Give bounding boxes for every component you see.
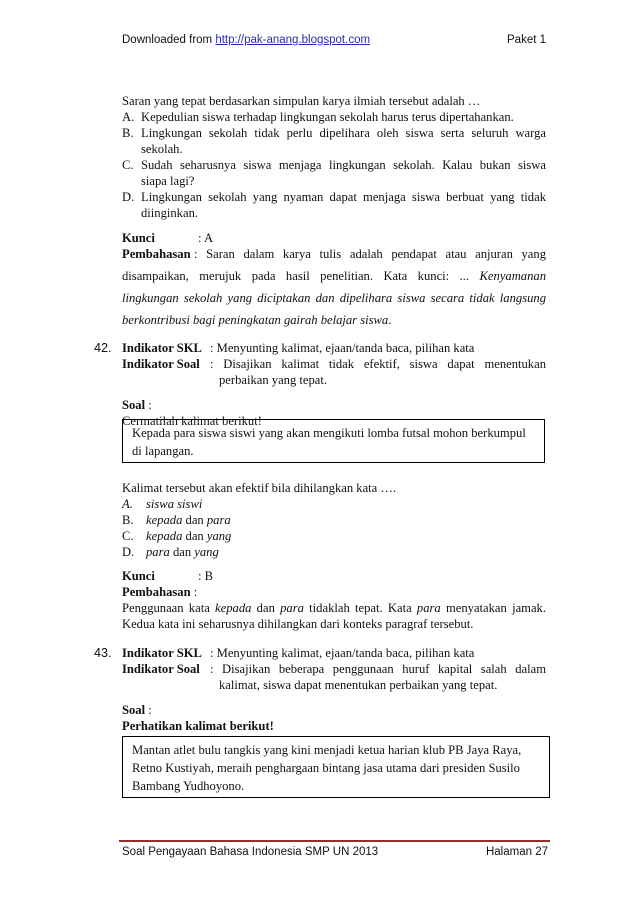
pembahasan-text: tidaklah tepat. Kata bbox=[303, 601, 417, 615]
header-prefix: Downloaded from bbox=[122, 34, 216, 46]
option-connector: dan bbox=[169, 545, 195, 559]
pembahasan-word: kepada bbox=[215, 601, 252, 615]
sentence-box bbox=[122, 419, 545, 463]
indikator-skl-value: : Menyunting kalimat, ejaan/tanda baca, pilihan kata bbox=[210, 341, 475, 355]
option-b-letter: B. bbox=[122, 513, 134, 527]
option-d-letter: D. bbox=[122, 545, 135, 559]
question-stem: Kalimat tersebut akan efektif bila dihilangkan kata …. bbox=[122, 481, 397, 495]
option-c-text-cont: siapa lagi? bbox=[141, 174, 195, 188]
footer-divider bbox=[119, 840, 550, 842]
soal-heading bbox=[122, 702, 152, 718]
page-header-source bbox=[122, 34, 370, 46]
option-c-text: Sudah seharusnya siswa menjaga lingkungan sekolah. Kalau bukan siswa bbox=[141, 158, 546, 172]
option-b-text bbox=[146, 512, 231, 528]
option-b-letter: B. bbox=[122, 126, 134, 140]
option-a-text: Kepedulian siswa terhadap lingkungan sekolah harus terus dipertahankan. bbox=[141, 110, 514, 124]
pembahasan-word: para bbox=[416, 601, 441, 615]
footer-page-number: Halaman 27 bbox=[485, 846, 548, 858]
source-link[interactable]: http://pak-anang.blogspot.com bbox=[215, 34, 371, 46]
option-connector: dan bbox=[182, 513, 207, 527]
pembahasan-line-1: : Saran dalam karya tulis adalah pendapat atau anjuran yang bbox=[194, 247, 546, 261]
pembahasan-line-1 bbox=[122, 600, 546, 616]
soal-label: Soal bbox=[122, 703, 146, 717]
option-word: yang bbox=[206, 529, 232, 543]
kunci-label: Kunci bbox=[122, 569, 155, 583]
pembahasan-text: menyatakan jamak. bbox=[440, 601, 546, 615]
box-line-3: Bambang Yudhoyono. bbox=[132, 779, 245, 793]
option-d-text-cont: diinginkan. bbox=[141, 206, 199, 220]
option-connector: dan bbox=[182, 529, 207, 543]
option-word: kepada bbox=[146, 529, 183, 543]
indikator-skl-value: : Menyunting kalimat, ejaan/tanda baca, pilihan kata bbox=[210, 646, 475, 660]
pembahasan-text: Penggunaan kata bbox=[122, 601, 216, 615]
option-word: yang bbox=[194, 545, 219, 559]
indikator-skl-label: Indikator SKL bbox=[122, 341, 202, 355]
kunci-label: Kunci bbox=[122, 231, 155, 245]
pembahasan-word: para bbox=[280, 601, 304, 615]
indikator-soal-value: : Disajikan beberapa penggunaan huruf kapital salah dalam bbox=[210, 662, 546, 676]
question-number: 42. bbox=[94, 341, 112, 355]
pembahasan-italic-end: berkontribusi bagi peningkatan gairah belajar siswa bbox=[122, 313, 389, 327]
header-paket: Paket 1 bbox=[507, 34, 546, 46]
option-c-letter: C. bbox=[122, 529, 134, 543]
footer-title: Soal Pengayaan Bahasa Indonesia SMP UN 2013 bbox=[122, 846, 379, 858]
option-d-text: Lingkungan sekolah yang nyaman dapat menjaga siswa berbuat yang tidak bbox=[141, 190, 546, 204]
box-line-2: Retno Kustiyah, meraih penghargaan bintang jasa utama dari presiden Susilo bbox=[132, 761, 520, 775]
option-word: para bbox=[206, 513, 231, 527]
soal-label: Soal bbox=[122, 398, 146, 412]
pembahasan-line-2 bbox=[122, 268, 546, 284]
option-a-letter: A. bbox=[122, 110, 135, 124]
soal-colon: : bbox=[148, 398, 152, 412]
kunci-value: : A bbox=[198, 231, 214, 245]
soal-colon: : bbox=[148, 703, 152, 717]
pembahasan-italic: Kenyamanan bbox=[479, 269, 546, 283]
box-line-1: Mantan atlet bulu tangkis yang kini menjadi ketua harian klub PB Jaya Raya, bbox=[132, 743, 522, 757]
question-stem: Saran yang tepat berdasarkan simpulan karya ilmiah tersebut adalah … bbox=[122, 94, 481, 108]
option-word: para bbox=[146, 545, 170, 559]
option-c-letter: C. bbox=[122, 158, 134, 172]
indikator-soal-value-cont: kalimat, siswa dapat menentukan perbaikan yang tepat. bbox=[219, 678, 498, 692]
option-word: kepada bbox=[146, 513, 183, 527]
option-b-text-cont: sekolah. bbox=[141, 142, 183, 156]
question-number: 43. bbox=[94, 646, 112, 660]
soal-instruction: Perhatikan kalimat berikut! bbox=[122, 719, 274, 733]
option-d-letter: D. bbox=[122, 190, 135, 204]
pembahasan-period: . bbox=[388, 313, 392, 327]
pembahasan-label: Pembahasan bbox=[122, 247, 191, 261]
option-a-text: siswa siswi bbox=[146, 497, 203, 511]
indikator-skl-label: Indikator SKL bbox=[122, 646, 202, 660]
pembahasan-text: disampaikan, merujuk pada hasil penelitian. Kata kunci: ... bbox=[122, 269, 480, 283]
pembahasan-line-4 bbox=[122, 312, 391, 328]
option-b-text: Lingkungan sekolah tidak perlu dipelihara oleh siswa serta seluruh warga bbox=[141, 126, 546, 140]
box-line-1: Kepada para siswa siswi yang akan mengikuti lomba futsal mohon berkumpul bbox=[132, 426, 526, 440]
kunci-value: : B bbox=[198, 569, 214, 583]
soal-instruction: Cermatilah kalimat berikut! bbox=[122, 414, 262, 428]
sentence-box bbox=[122, 736, 550, 798]
option-c-text bbox=[146, 528, 231, 544]
indikator-soal-label: Indikator Soal bbox=[122, 357, 200, 371]
box-line-2: di lapangan. bbox=[132, 444, 194, 458]
pembahasan-text: dan bbox=[251, 601, 281, 615]
pembahasan-label: Pembahasan bbox=[122, 585, 191, 599]
soal-heading bbox=[122, 397, 152, 413]
pembahasan-line-2: Kedua kata ini seharusnya dihilangkan dari konteks paragraf tersebut. bbox=[122, 617, 474, 631]
indikator-soal-label: Indikator Soal bbox=[122, 662, 200, 676]
option-d-text bbox=[146, 544, 219, 560]
pembahasan-colon: : bbox=[193, 585, 198, 599]
indikator-soal-value-cont: perbaikan yang tepat. bbox=[219, 373, 328, 387]
indikator-soal-value: : Disajikan kalimat tidak efektif, siswa dapat menentukan bbox=[210, 357, 546, 371]
option-a-letter: A. bbox=[122, 497, 133, 511]
pembahasan-line-3: lingkungan sekolah yang diciptakan dan dipelihara siswa secara tidak langsung bbox=[122, 291, 546, 305]
pembahasan-heading bbox=[122, 584, 197, 600]
